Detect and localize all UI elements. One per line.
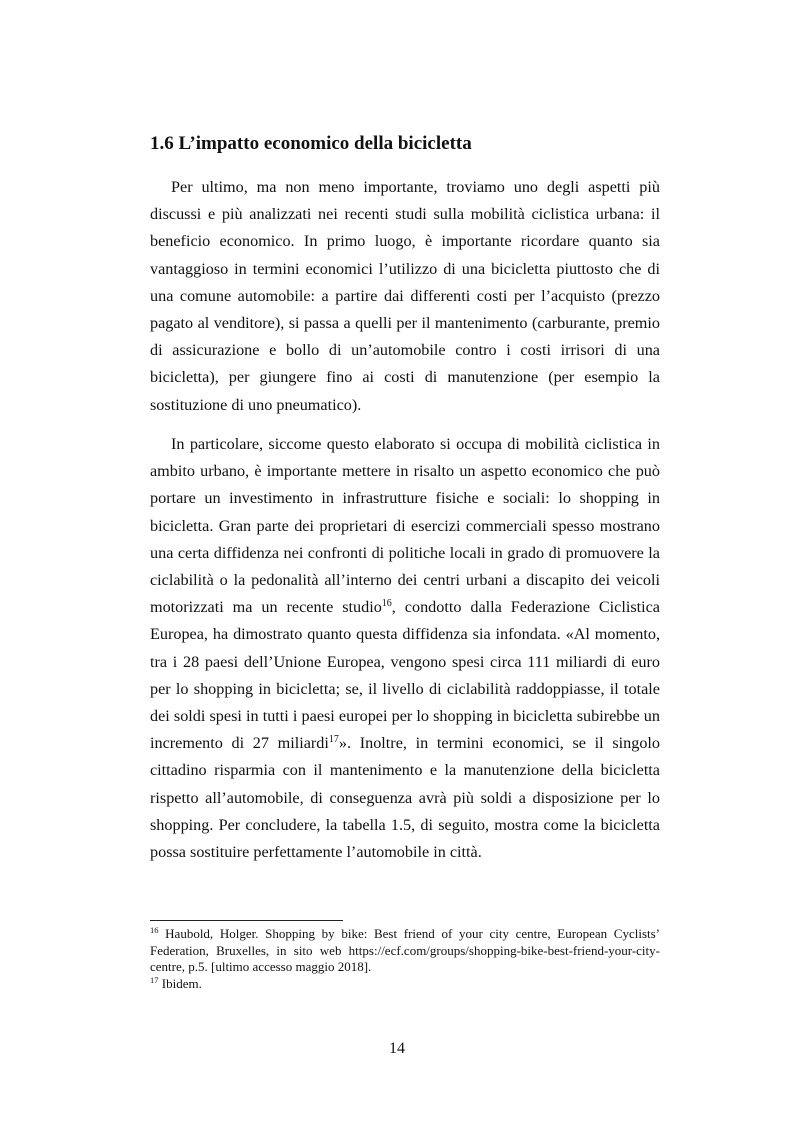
footnote-17 — [150, 976, 660, 993]
footnote-text-16: Haubold, Holger. Shopping by bike: Best friend of your city centre, European Cyclists’ Federation, Bruxelles, in sito web https://ecf.com/groups/shopping-bike-best-friend-your-city-centre, p.5. [ultimo accesso maggio 2018]. — [150, 926, 660, 974]
body-paragraph-1: Per ultimo, ma non meno importante, troviamo uno degli aspetti più discussi e più analizzati nei recenti studi sulla mobilità ciclistica urbana: il beneficio economico. In primo luogo, è importante ricordare quanto sia vantaggioso in termini economici l’utilizzo di una bicicletta piuttosto che di una comune automobile: a partire dai differenti costi per l’acquisto (prezzo pagato al venditore), si passa a quelli per il mantenimento (carburante, premio di assicurazione e bollo di un’automobile contro i costi irrisori di una bicicletta), per giungere fino ai costi di manutenzione (per esempio la sostituzione di uno pneumatico). — [150, 178, 660, 414]
footnote-reference-16: 16 — [381, 598, 392, 610]
footnote-reference-17: 17 — [328, 734, 339, 746]
footnote-number-17: 17 — [150, 974, 159, 985]
footnote-number-16: 16 — [150, 925, 159, 935]
body-paragraph-2 — [150, 431, 660, 866]
footnote-text-17: Ibidem. — [158, 975, 202, 991]
page-number: 14 — [389, 1040, 405, 1057]
paragraph-2-text-part-1: In particolare, siccome questo elaborato si occupa di mobilità ciclistica in ambito urbano, è importante mettere in risalto un aspetto economico che può portare un investimento in infrastrutture fisiche e sociali: lo shopping in bicicletta. Gran parte dei proprietari di esercizi commerciali spesso mostrano una certa diffidenza nei confronti di politiche locali in grado di promuovere la ciclabilità o la pedonalità all’interno dei centri urbani a discapito dei veicoli motorizzati ma un recente studio — [150, 435, 660, 617]
section-heading: 1.6 L’impatto economico della bicicletta — [150, 133, 472, 154]
paragraph-2-text-part-3: ». Inoltre, in termini economici, se il singolo cittadino risparmia con il mantenimento e la manutenzione della bicicletta rispetto all’automobile, di conseguenza avrà più soldi a disposizione per lo shopping. Per concludere, la tabella 1.5, di seguito, mostra come la bicicletta possa sostituire perfettamente l’automobile in città. — [150, 734, 661, 862]
footnote-separator — [150, 920, 343, 921]
footnotes — [150, 926, 660, 992]
footnote-16 — [150, 926, 660, 976]
paragraph-2-text-part-2: , condotto dalla Federazione Ciclistica Europea, ha dimostrato quanto questa diffidenza sia infondata. «Al momento, tra i 28 paesi dell’Unione Europea, vengono spesi circa 111 miliardi di euro per lo shopping in bicicletta; se, il livello di ciclabilità raddoppiasse, il totale dei soldi spesi in tutti i paesi europei per lo shopping in bicicletta subirebbe un incremento di 27 miliardi — [150, 598, 660, 753]
